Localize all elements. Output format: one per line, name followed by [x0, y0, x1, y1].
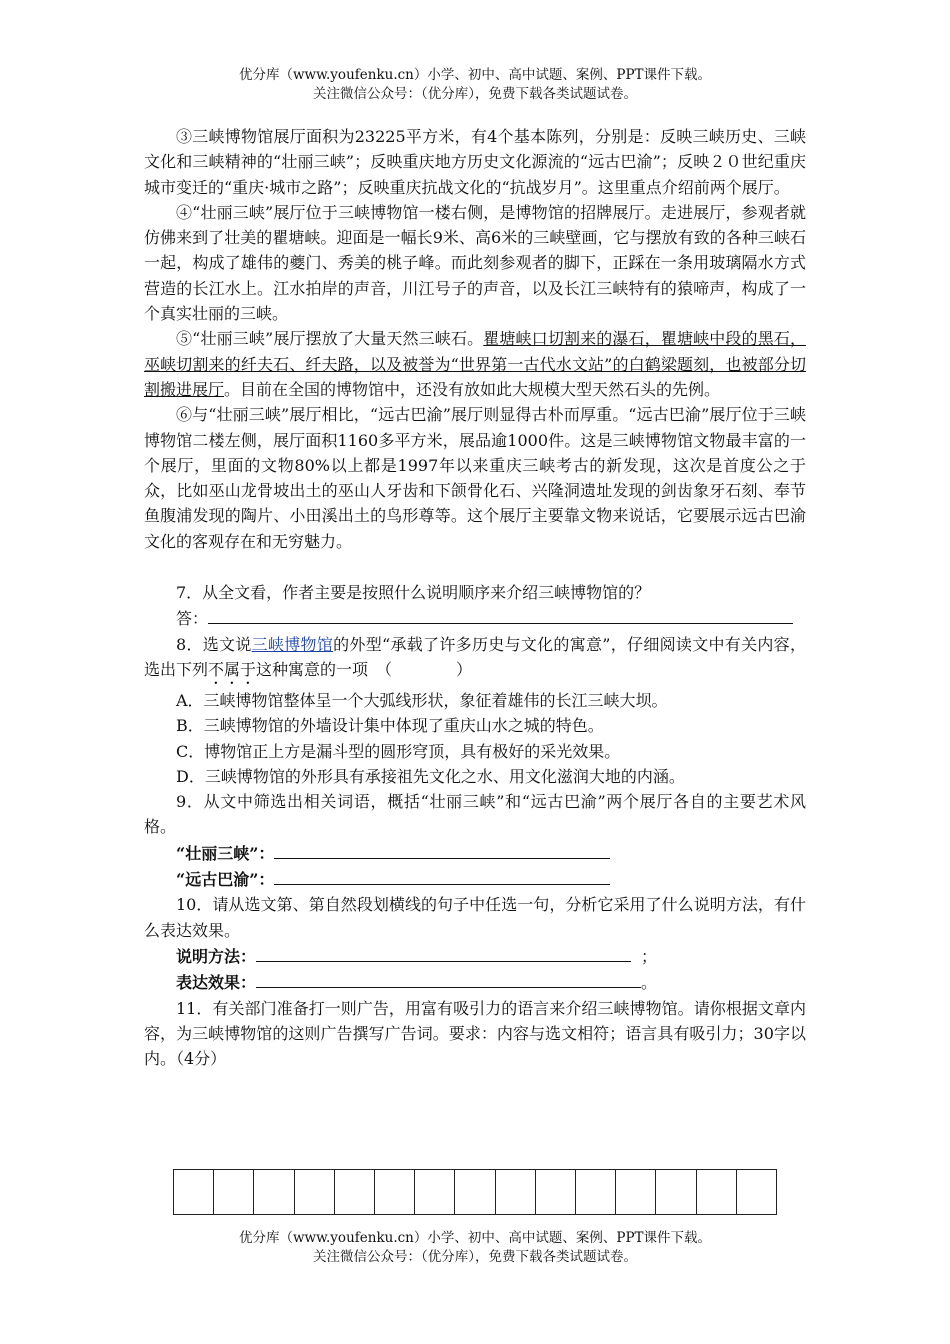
- answer-grid[interactable]: [173, 1169, 777, 1215]
- grid-cell[interactable]: [254, 1170, 294, 1214]
- question-8-option-b: B．三峡博物馆的外墙设计集中体现了重庆山水之城的特色。: [176, 716, 604, 736]
- paragraph-6: ⑥与“壮丽三峡”展厅相比，“远古巴渝”展厅则显得古朴而厚重。“远古巴渝”展厅位于三峡博物馆二楼左侧，展厅面积1160多平方米，展品逾1000件。这是三峡博物馆文物最丰富的一个展厅，里面的文物80%以上都是1997年以来重庆三峡考古的新发现，这次是首度公之于众，比如巫山龙骨坡出土的巫山人牙齿和下颌骨化石、兴隆洞遗址发现的剑齿象牙石刻、奉节鱼腹浦发现的陶片、小田溪出土的鸟形尊等。这个展厅主要靠文物来说话，它要展示远古巴渝文化的客观存在和无穷魅力。: [144, 405, 806, 551]
- document-body: [144, 124, 806, 1071]
- question-10: 10．请从选文第、第自然段划横线的句子中任选一句，分析它采用了什么说明方法，有什么表达效果。: [144, 895, 806, 940]
- footer-line-2: 关注微信公众号：（优分库），免费下载各类试题试卷。: [313, 1249, 637, 1265]
- question-10-label-2: 表达效果：: [176, 973, 257, 993]
- question-9-answer-1: [144, 840, 806, 866]
- grid-cell[interactable]: [616, 1170, 656, 1214]
- question-9: 9．从文中筛选出相关词语，概括“壮丽三峡”和“远古巴渝”两个展厅各自的主要艺术风格。: [144, 792, 806, 837]
- question-9-label-2: “远古巴渝”：: [176, 870, 275, 890]
- grid-cell[interactable]: [697, 1170, 737, 1214]
- grid-cell[interactable]: [295, 1170, 335, 1214]
- question-7-answer-row: [144, 605, 806, 631]
- emphasis-not-belong: 不属于: [208, 659, 257, 679]
- grid-cell[interactable]: [375, 1170, 415, 1214]
- question-7: 7．从全文看，作者主要是按照什么说明顺序来介绍三峡博物馆的？: [176, 583, 651, 603]
- question-9-answer-2: [144, 866, 806, 892]
- paragraph-5-intro: ⑤“壮丽三峡”展厅摆放了大量天然三峡石。: [176, 329, 484, 349]
- question-7-answer-label: 答：: [176, 609, 209, 629]
- question-10-answer-1: 说明方法： ；: [144, 943, 806, 969]
- grid-cell[interactable]: [335, 1170, 375, 1214]
- question-10-line-1[interactable]: [256, 943, 631, 962]
- grid-cell[interactable]: [656, 1170, 696, 1214]
- question-11: 11．有关部门准备打一则广告，用富有吸引力的语言来介绍三峡博物馆。请你根据文章内容，为三峡博物馆的这则广告撰写广告词。要求：内容与选文相符；语言具有吸引力；30字以内。（4分）: [144, 998, 806, 1069]
- question-9-line-2[interactable]: [274, 866, 610, 885]
- question-7-answer-line[interactable]: [208, 605, 793, 624]
- paragraph-5-underlined-sentence: 瞿塘峡口切割来的瀑石，瞿塘峡中段的黑石，巫峡切割来的纤夫石、纤夫路，以及被誉为“世界第一古代水文站”的白鹤梁题刻，也被部分切割搬进展厅: [144, 329, 806, 399]
- page-footer: [0, 1229, 950, 1267]
- grid-cell[interactable]: [496, 1170, 536, 1214]
- museum-link[interactable]: 三峡博物馆: [251, 634, 334, 654]
- paragraph-4: ④“壮丽三峡”展厅位于三峡博物馆一楼右侧，是博物馆的招牌展厅。走进展厅，参观者就仿佛来到了壮美的瞿塘峡。迎面是一幅长9米、高6米的三峡壁画，它与摆放有致的各种三峡石一起，构成了雄伟的夔门、秀美的桃子峰。而此刻参观者的脚下，正踩在一条用玻璃隔水方式营造的长江水上。江水拍岸的声音，川江号子的声音，以及长江三峡特有的猿啼声，构成了一个真实壮丽的三峡。: [144, 202, 806, 324]
- header-line-2: 关注微信公众号：（优分库），免费下载各类试题试卷。: [313, 86, 637, 102]
- grid-cell[interactable]: [737, 1170, 776, 1214]
- footer-line-1: 优分库（www.youfenku.cn）小学、初中、高中试题、案例、PPT课件下载。: [238, 1230, 712, 1246]
- question-9-label-1: “壮丽三峡”：: [176, 843, 275, 863]
- question-8: 8．选文说三峡博物馆的外型“承载了许多历史与文化的寓意”，仔细阅读文中有关内容，选出下列不属于这种寓意的一项 （ ）: [144, 634, 806, 679]
- question-8-option-a: A．三峡博物馆整体呈一个大弧线形状，象征着雄伟的长江三峡大坝。: [176, 690, 668, 710]
- paragraph-5: [144, 326, 806, 402]
- grid-cell[interactable]: [174, 1170, 214, 1214]
- question-8-option-d: D．三峡博物馆的外形具有承接祖先文化之水、用文化滋润大地的内涵。: [176, 766, 685, 786]
- header-line-1: 优分库（www.youfenku.cn）小学、初中、高中试题、案例、PPT课件下载。: [238, 67, 712, 83]
- grid-cell[interactable]: [214, 1170, 254, 1214]
- grid-cell[interactable]: [415, 1170, 455, 1214]
- question-9-line-1[interactable]: [274, 840, 610, 859]
- question-10-line-2[interactable]: [256, 969, 641, 988]
- paragraph-3: ③三峡博物馆展厅面积为23225平方米，有4个基本陈列，分别是：反映三峡历史、三峡文化和三峡精神的“壮丽三峡”；反映重庆地方历史文化源流的“远古巴渝”；反映２０世纪重庆城市变迁的“重庆·城市之路”；反映重庆抗战文化的“抗战岁月”。这里重点介绍前两个展厅。: [144, 127, 806, 197]
- question-10-answer-2: 表达效果： 。: [144, 969, 806, 995]
- question-10-label-1: 说明方法：: [176, 946, 257, 966]
- grid-cell[interactable]: [576, 1170, 616, 1214]
- grid-cell[interactable]: [536, 1170, 576, 1214]
- grid-cell[interactable]: [455, 1170, 495, 1214]
- question-8-option-c: C．博物馆正上方是漏斗型的圆形穹顶，具有极好的采光效果。: [176, 741, 621, 761]
- paragraph-5-rest: 。目前在全国的博物馆中，还没有放如此大规模大型天然石头的先例。: [224, 379, 721, 399]
- page-header: [0, 66, 950, 104]
